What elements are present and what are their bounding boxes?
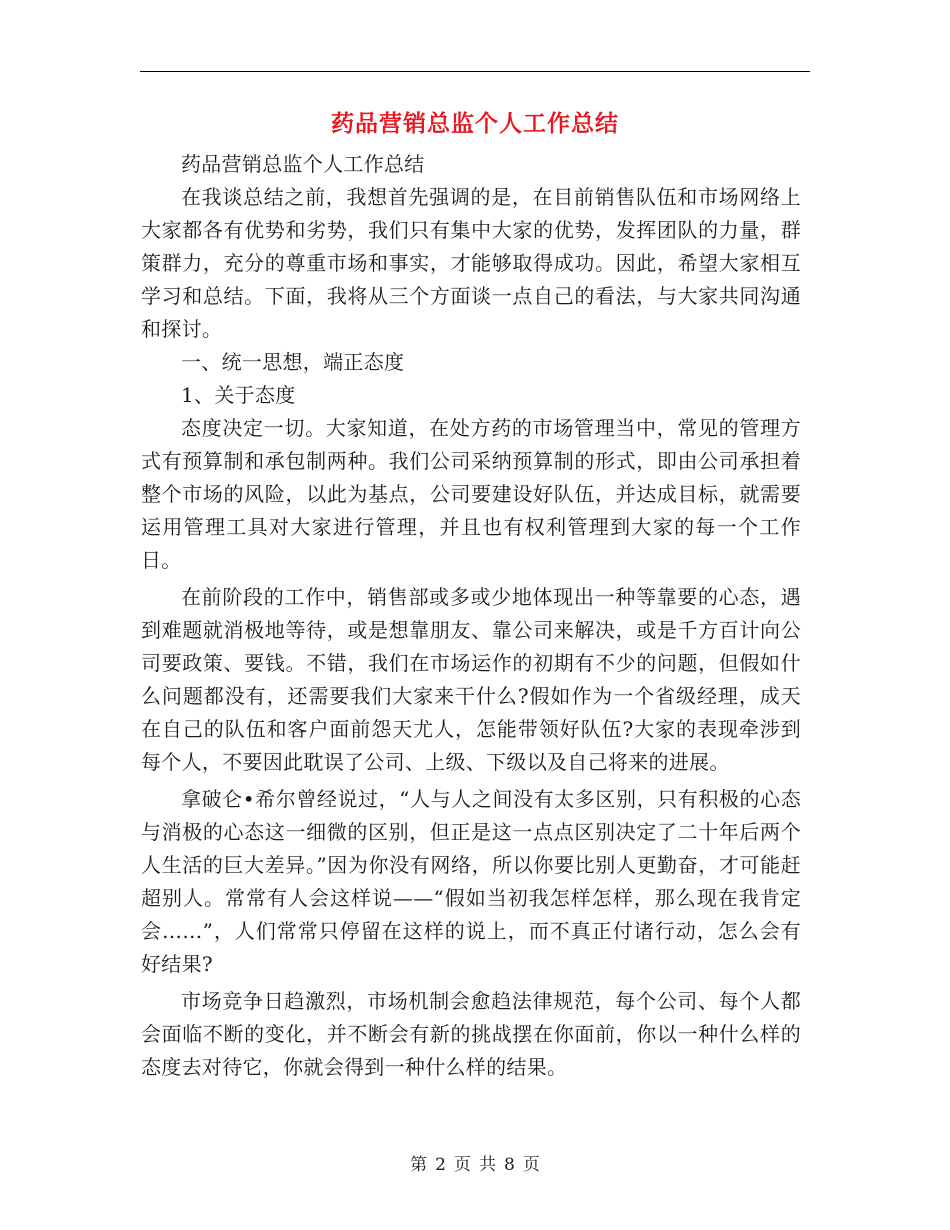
footer-current-page: 2 <box>435 1155 446 1175</box>
paragraph-attitude: 态度决定一切。大家知道，在处方药的市场管理当中，常见的管理方式有预算制和承包制两种。我们公司采纳预算制的形式，即由公司承担着整个市场的风险，以此为基点，公司要建设好队伍，并达成目标，就需要运用管理工具对大家进行管理，并且也有权利管理到大家的每一个工作日。 <box>141 416 801 572</box>
paragraph-competition: 市场竞争日趋激烈，市场机制会愈趋法律规范，每个公司、每个人都会面临不断的变化，并不断会有新的挑战摆在你面前，你以一种什么样的态度去对待它，你就会得到一种什么样的结果。 <box>141 989 801 1079</box>
paragraph-napoleon-hill: 拿破仑•希尔曾经说过，“人与人之间没有太多区别，只有积极的心态与消极的心态这一细微的区别，但正是这一点点区别决定了二十年后两个人生活的巨大差异。”因为你没有网络，所以你要比别人更勤奋，才可能赶超别人。常常有人会这样说——“假如当初我怎样怎样，那么现在我肯定会……”，人们常常只停留在这样的说上，而不真正付诸行动，怎么会有好结果? <box>141 787 801 976</box>
header-rule <box>140 71 810 72</box>
page-footer <box>140 1153 810 1177</box>
footer-prefix: 第 <box>410 1155 428 1175</box>
paragraph-subtitle: 药品营销总监个人工作总结 <box>181 152 425 176</box>
footer-total-prefix: 共 <box>479 1155 496 1175</box>
footer-total-pages: 8 <box>504 1155 515 1175</box>
footer-page-label: 页 <box>454 1155 471 1175</box>
section-heading-1: 一、统一思想，端正态度 <box>181 350 405 374</box>
footer-suffix: 页 <box>522 1155 540 1175</box>
paragraph-previous-work: 在前阶段的工作中，销售部或多或少地体现出一种等靠要的心态，遇到难题就消极地等待，或是想靠朋友、靠公司来解决，或是千方百计向公司要政策、要钱。不错，我们在市场运作的初期有不少的问题，但假如什么问题都没有，还需要我们大家来干什么?假如作为一个省级经理，成天在自己的队伍和客户面前怨天尤人，怎能带领好队伍?大家的表现牵涉到每个人，不要因此耽误了公司、上级、下级以及自己将来的进展。 <box>141 585 801 774</box>
document-title: 药品营销总监个人工作总结 <box>331 110 619 137</box>
document-body <box>141 148 801 1084</box>
paragraph-intro: 在我谈总结之前，我想首先强调的是，在目前销售队伍和市场网络上大家都各有优势和劣势，我们只有集中大家的优势，发挥团队的力量，群策群力，充分的尊重市场和事实，才能够取得成功。因此，希望大家相互学习和总结。下面，我将从三个方面谈一点自己的看法，与大家共同沟通和探讨。 <box>141 185 801 341</box>
subsection-heading-1: 1、关于态度 <box>181 383 296 407</box>
